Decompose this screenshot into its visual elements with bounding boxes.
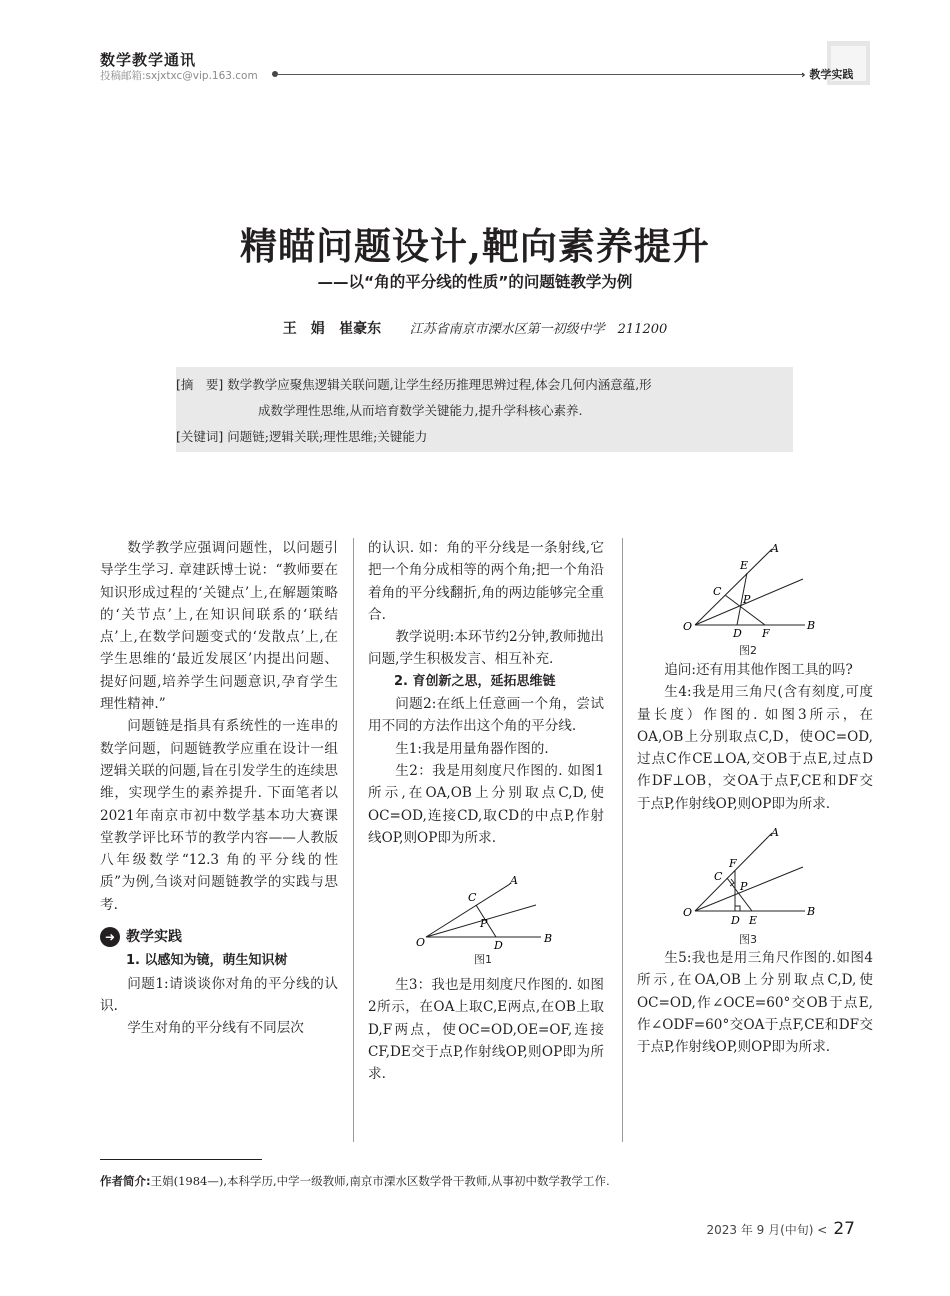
- label-B: B: [807, 619, 816, 632]
- col2-paragraph-2: 教学说明:本环节约2分钟,教师抛出问题,学生积极发言、相互补充.: [368, 629, 604, 668]
- figure-1-diagram: [368, 849, 604, 959]
- col2-paragraph-5: 生2：我是用刻度尺作图的. 如图1所示,在OA,OB上分别取点C,D,使OC=OD,连接CD,取CD的中点P,作射线OP,则OP即为所求.: [368, 762, 604, 846]
- label-D: D: [731, 914, 740, 928]
- author-1: 王 娟: [282, 321, 325, 337]
- figure-2-caption: 图2: [739, 644, 757, 657]
- col1-paragraph-3: 问题1:请谈谈你对角的平分线的认识.: [100, 975, 338, 1014]
- label-F: F: [762, 627, 770, 640]
- abstract-text-2: 成数学理性思维,从而培育数学关键能力,提升学科核心素养.: [258, 403, 583, 418]
- figure-1-caption: 图1: [474, 953, 492, 967]
- footnote: [100, 1173, 610, 1189]
- ray-OA: [695, 549, 772, 625]
- subheading-2: 2. 育创新之思，延拓思维链: [394, 673, 556, 689]
- authors-line: [0, 318, 950, 338]
- column-1: [100, 537, 338, 1040]
- column-rule-2: [622, 538, 623, 1142]
- label-B: B: [544, 932, 553, 946]
- keywords-text: 问题链;逻辑关联;理性思维;关键能力: [227, 429, 428, 444]
- figure-3-diagram: [637, 815, 873, 933]
- figure-3: [637, 815, 873, 947]
- label-F: F: [729, 857, 737, 871]
- ray-OA: [695, 833, 772, 911]
- footnote-label: 作者简介:: [100, 1174, 151, 1188]
- column-rule-1: [353, 538, 354, 1142]
- section-tab-label: 教学实践: [809, 68, 854, 81]
- article-subtitle: ——以“角的平分线的性质”的问题链教学为例: [317, 273, 633, 291]
- col2-paragraph-1: 的认识. 如：角的平分线是一条射线,它把一个角分成相等的两个角;把一个角沿着角的平分线翻折,角的两边能够完全重合.: [368, 540, 604, 623]
- page-number: 27: [833, 1219, 855, 1239]
- author-2: 崔豪东: [339, 321, 382, 337]
- label-C: C: [713, 585, 722, 598]
- col1-paragraph-2: 问题链是指具有系统性的一连串的数学问题，问题链教学应重在设计一组逻辑关联的问题,旨在引发学生的连续思维，实现学生的素养提升. 下面笔者以2021年南京市初中数学基本功大赛课堂教学评比环节的教学内容——人教版八年级数学“12.3 角的平分线的性质”为例,刍谈对问题链教学的实践与思考.: [100, 718, 338, 913]
- affiliation: 江苏省南京市溧水区第一初级中学 211200: [409, 322, 668, 337]
- label-E: E: [749, 914, 758, 928]
- col2-paragraph-3: 问题2:在纸上任意画一个角，尝试用不同的方法作出这个角的平分线.: [368, 696, 604, 735]
- issue-date: 2023 年 9 月(中旬) <: [706, 1223, 828, 1237]
- abstract-line-1: [176, 375, 652, 393]
- subheading-1: 1. 以感知为镜，萌生知识树: [126, 953, 288, 969]
- figure-1: [368, 849, 604, 974]
- label-D: D: [494, 939, 503, 953]
- abstract-label: [摘 要]: [176, 377, 224, 392]
- label-E: E: [740, 559, 749, 572]
- abstract-text-1: 数学教学应聚焦逻辑关联问题,让学生经历推理思辨过程,体会几何内涵意蕴,形: [227, 377, 652, 392]
- keywords-label: [关键词]: [176, 429, 224, 444]
- header-rule: [275, 74, 803, 75]
- label-P: P: [743, 593, 751, 606]
- journal-name: 数学教学通讯: [100, 51, 197, 69]
- keywords-line: [176, 427, 427, 445]
- label-D: D: [733, 627, 742, 640]
- col3-paragraph-2: 生4:我是用三角尺(含有刻度,可度量长度）作图的. 如图3所示，在OA,OB上分别取点C,D，使OC=OD,过点C作CE⊥OA,交OB于点E,过点D作DF⊥OB，交OA于点F,CE和DF交于点P,作射线OP,则OP即为所求.: [637, 684, 873, 812]
- footnote-rule: [100, 1159, 262, 1160]
- label-C: C: [468, 891, 477, 905]
- label-B: B: [807, 905, 816, 919]
- label-P: P: [740, 880, 748, 894]
- abstract-box: [176, 367, 793, 452]
- col3-paragraph-3: 生5:我也是用三角尺作图的.如图4所示,在OA,OB上分别取点C,D,使OC=OD,作∠OCE=60°交OB于点E,作∠ODF=60°交OA于点F,CE和DF交于点P,作射线OP,则OP即为所求.: [637, 950, 873, 1056]
- chevron-right-icon: ›: [801, 68, 806, 81]
- page-footer: [707, 1219, 856, 1239]
- col3-paragraph-1: 追问:还有用其他作图工具的吗?: [664, 662, 853, 678]
- col1-paragraph-1: 数学教学应强调问题性，以问题引导学生学习. 章建跃博士说：“教师要在知识形成过程的‘关键点’上,在解题策略的‘关节点’上,在知识间联系的‘联结点’上,在数学问题变式的‘发散点’上,在学生思维的‘最近发展区’内提出问题、提好问题,培养学生问题意识,孕育学生理性精神.”: [100, 540, 338, 713]
- figure-3-caption: 图3: [739, 933, 757, 947]
- section-arrow-icon: ➜: [100, 927, 120, 947]
- footnote-text: 王娟(1984—),本科学历,中学一级教师,南京市溧水区数学骨干教师,从事初中数学教学工作.: [150, 1174, 610, 1188]
- figure-2: [637, 537, 873, 659]
- column-2: [368, 537, 604, 1086]
- col1-paragraph-4: 学生对角的平分线有不同层次: [127, 1020, 304, 1037]
- label-O: O: [683, 906, 693, 920]
- section-heading: [100, 926, 338, 948]
- label-O: O: [683, 620, 693, 633]
- label-C: C: [714, 870, 723, 884]
- section-tab: [801, 66, 853, 82]
- right-angle-mark-D: [735, 906, 740, 911]
- journal-email: 投稿邮箱:sxjxtxc@vip.163.com: [100, 70, 258, 82]
- article-title: 精瞄问题设计,靶向素养提升: [240, 224, 710, 268]
- ray-OP: [695, 867, 803, 911]
- column-3: [637, 537, 873, 1059]
- section-heading-text: 教学实践: [126, 929, 182, 946]
- label-A: A: [771, 826, 779, 840]
- figure-2-diagram: [637, 537, 873, 649]
- col2-paragraph-4: 生1:我是用量角器作图的.: [395, 740, 549, 757]
- label-A: A: [510, 874, 518, 888]
- col2-paragraph-6: 生3：我也是用刻度尺作图的. 如图2所示，在OA上取C,E两点,在OB上取D,F两点，使OC=OD,OE=OF,连接CF,DE交于点P,作射线OP,则OP即为所求.: [368, 977, 604, 1083]
- label-P: P: [480, 917, 488, 931]
- label-O: O: [416, 936, 426, 950]
- label-A: A: [771, 542, 779, 555]
